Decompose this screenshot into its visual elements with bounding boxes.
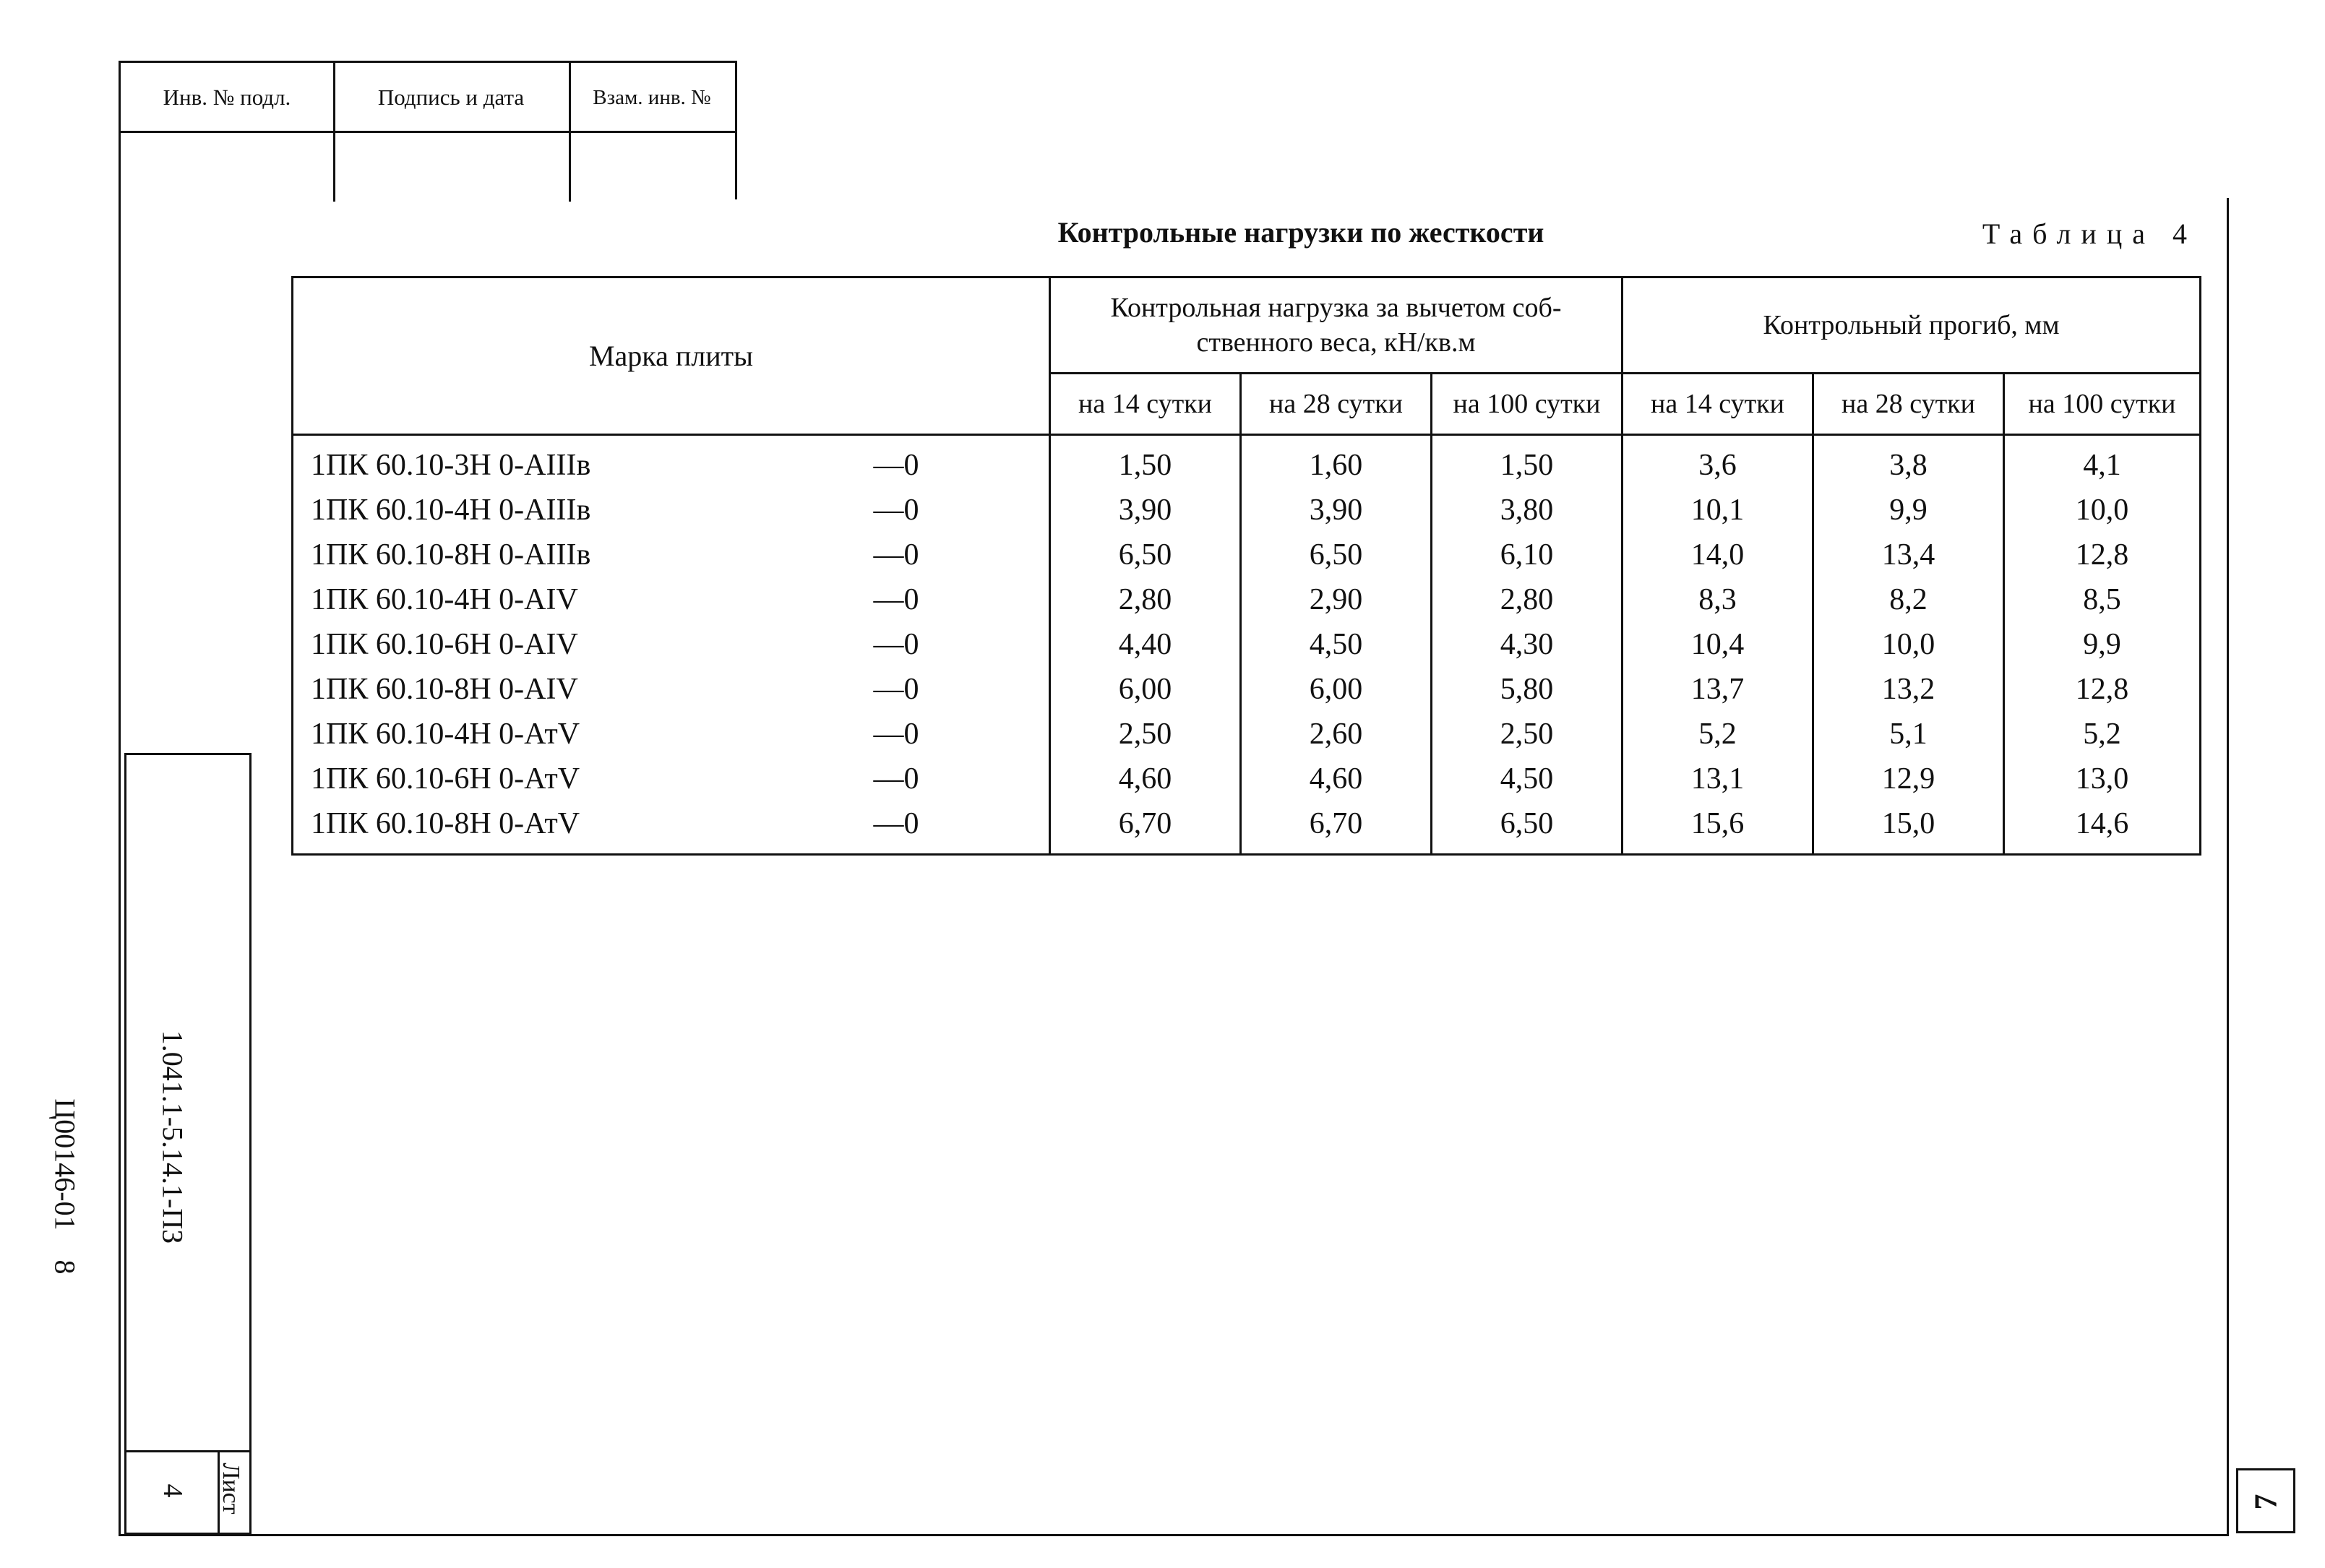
cell-l14: 2,80: [1050, 577, 1241, 622]
cell-l14: 6,70: [1050, 801, 1241, 855]
cell-suffix: —0: [874, 757, 1050, 801]
header-load-28: на 28 сутки: [1241, 374, 1432, 435]
side-divider: [126, 1450, 249, 1452]
cell-d100: 12,8: [2004, 667, 2201, 712]
stamp-divider: [333, 63, 335, 202]
header-load-14: на 14 сутки: [1050, 374, 1241, 435]
page-number-box: [2236, 1468, 2295, 1533]
stiffness-load-table: [291, 276, 2201, 856]
cell-l100: 6,50: [1432, 801, 1623, 855]
sheet-label: Лист: [218, 1463, 244, 1515]
cell-suffix: —0: [874, 488, 1050, 533]
cell-l14: 2,50: [1050, 712, 1241, 757]
cell-d100: 8,5: [2004, 577, 2201, 622]
document-code: 1.041.1-5.14.1-ПЗ: [156, 1030, 189, 1244]
cell-d14: 13,1: [1623, 757, 1813, 801]
cell-suffix: —0: [874, 712, 1050, 757]
cell-d28: 9,9: [1813, 488, 2004, 533]
cell-mark: 1ПК 60.10-8Н 0-АтV: [293, 801, 874, 855]
header-deflection-14: на 14 сутки: [1623, 374, 1813, 435]
cell-l14: 1,50: [1050, 435, 1241, 488]
table-row: [293, 435, 2201, 488]
table-row: [293, 712, 2201, 757]
table-row: [293, 488, 2201, 533]
header-control-load-line2: ственного веса, кН/кв.м: [1196, 327, 1476, 358]
table-title: Контрольные нагрузки по жесткости: [1057, 216, 1544, 249]
cell-d100: 14,6: [2004, 801, 2201, 855]
cell-suffix: —0: [874, 533, 1050, 577]
header-load-100: на 100 сутки: [1432, 374, 1623, 435]
cell-d100: 13,0: [2004, 757, 2201, 801]
cell-d28: 12,9: [1813, 757, 2004, 801]
cell-l100: 2,50: [1432, 712, 1623, 757]
cell-l28: 4,60: [1241, 757, 1432, 801]
cell-l100: 2,80: [1432, 577, 1623, 622]
cell-l100: 6,10: [1432, 533, 1623, 577]
table-number-label: Таблица 4: [1982, 217, 2197, 250]
cell-d14: 15,6: [1623, 801, 1813, 855]
cell-l14: 3,90: [1050, 488, 1241, 533]
cell-l100: 3,80: [1432, 488, 1623, 533]
stamp-signature-label: Подпись и дата: [377, 85, 525, 110]
table-row: [293, 757, 2201, 801]
cell-l28: 6,50: [1241, 533, 1432, 577]
cell-l100: 1,50: [1432, 435, 1623, 488]
cell-d28: 13,2: [1813, 667, 2004, 712]
cell-d14: 5,2: [1623, 712, 1813, 757]
cell-d28: 10,0: [1813, 622, 2004, 667]
header-control-deflection: Контрольный прогиб, мм: [1623, 277, 2201, 374]
archive-code: Ц00146-01: [48, 1098, 82, 1231]
cell-d14: 14,0: [1623, 533, 1813, 577]
cell-mark: 1ПК 60.10-8Н 0-АIV: [293, 667, 874, 712]
cell-d14: 3,6: [1623, 435, 1813, 488]
table-row: [293, 622, 2201, 667]
cell-mark: 1ПК 60.10-8Н 0-АIIIв: [293, 533, 874, 577]
header-control-load-line1: Контрольная нагрузка за вычетом соб-: [1110, 293, 1562, 323]
stamp-inv-label: Инв. № подл.: [163, 85, 291, 110]
cell-l100: 4,30: [1432, 622, 1623, 667]
header-control-load: [1050, 277, 1623, 374]
cell-l28: 4,50: [1241, 622, 1432, 667]
side-title-block: [124, 753, 252, 1535]
cell-suffix: —0: [874, 801, 1050, 855]
stamp-divider: [569, 63, 571, 202]
header-slab-mark: Марка плиты: [293, 277, 1050, 435]
cell-suffix: —0: [874, 435, 1050, 488]
cell-l28: 2,60: [1241, 712, 1432, 757]
archive-page: 8: [48, 1259, 82, 1275]
cell-d28: 15,0: [1813, 801, 2004, 855]
cell-l28: 6,70: [1241, 801, 1432, 855]
cell-mark: 1ПК 60.10-3Н 0-АIIIв: [293, 435, 874, 488]
cell-d28: 3,8: [1813, 435, 2004, 488]
sheet-number: 4: [158, 1483, 188, 1498]
table-row: [293, 533, 2201, 577]
page-number: 7: [2248, 1494, 2284, 1510]
cell-l100: 5,80: [1432, 667, 1623, 712]
table-row: [293, 667, 2201, 712]
cell-d14: 10,1: [1623, 488, 1813, 533]
cell-d100: 4,1: [2004, 435, 2201, 488]
cell-l100: 4,50: [1432, 757, 1623, 801]
stamp-divider: [121, 131, 735, 133]
cell-d14: 8,3: [1623, 577, 1813, 622]
cell-l14: 4,40: [1050, 622, 1241, 667]
cell-l28: 6,00: [1241, 667, 1432, 712]
cell-suffix: —0: [874, 667, 1050, 712]
cell-d100: 12,8: [2004, 533, 2201, 577]
cell-suffix: —0: [874, 577, 1050, 622]
cell-mark: 1ПК 60.10-4Н 0-АтV: [293, 712, 874, 757]
cell-d28: 8,2: [1813, 577, 2004, 622]
table-row: [293, 801, 2201, 855]
cell-l14: 4,60: [1050, 757, 1241, 801]
cell-l28: 2,90: [1241, 577, 1432, 622]
stamp-replaced-inv-label: Взам. инв. №: [593, 85, 711, 109]
cell-suffix: —0: [874, 622, 1050, 667]
cell-d14: 10,4: [1623, 622, 1813, 667]
cell-d28: 5,1: [1813, 712, 2004, 757]
cell-mark: 1ПК 60.10-6Н 0-АIV: [293, 622, 874, 667]
approval-stamp: [119, 61, 737, 199]
header-deflection-28: на 28 сутки: [1813, 374, 2004, 435]
cell-d100: 5,2: [2004, 712, 2201, 757]
cell-mark: 1ПК 60.10-6Н 0-АтV: [293, 757, 874, 801]
cell-d100: 10,0: [2004, 488, 2201, 533]
header-deflection-100: на 100 сутки: [2004, 374, 2201, 435]
cell-l28: 1,60: [1241, 435, 1432, 488]
cell-l28: 3,90: [1241, 488, 1432, 533]
cell-mark: 1ПК 60.10-4Н 0-АIIIв: [293, 488, 874, 533]
table-row: [293, 577, 2201, 622]
cell-mark: 1ПК 60.10-4Н 0-АIV: [293, 577, 874, 622]
cell-d100: 9,9: [2004, 622, 2201, 667]
cell-l14: 6,50: [1050, 533, 1241, 577]
cell-d14: 13,7: [1623, 667, 1813, 712]
cell-d28: 13,4: [1813, 533, 2004, 577]
cell-l14: 6,00: [1050, 667, 1241, 712]
